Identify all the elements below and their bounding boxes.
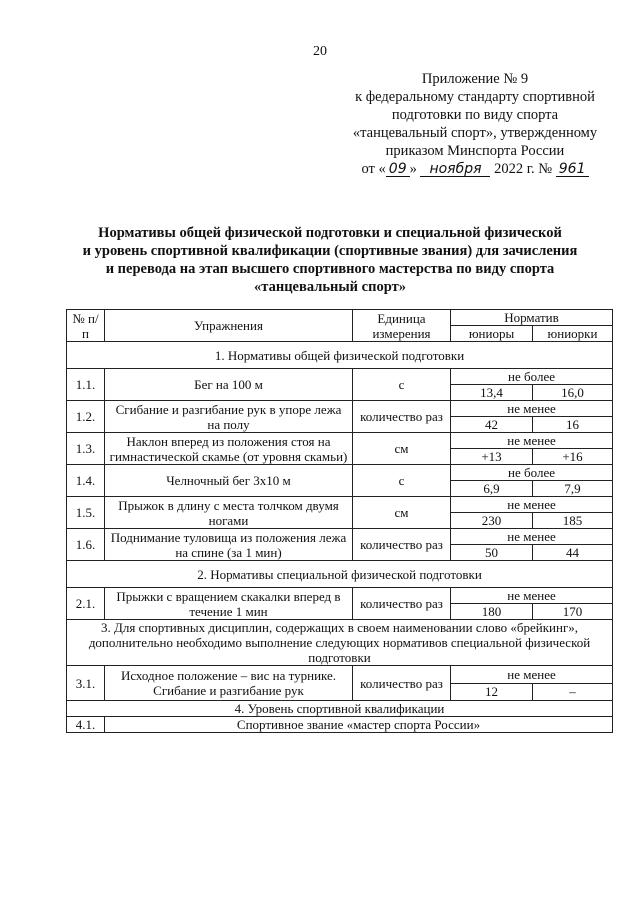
row-exercise: Прыжки с вращением скакалки вперед в течение 1 мин	[105, 588, 353, 620]
page-number: 20	[313, 44, 327, 59]
row-condition: не менее	[451, 401, 613, 417]
header-row-1	[67, 310, 613, 326]
table-row	[67, 369, 613, 385]
annex-block	[340, 70, 610, 178]
header-norm: Норматив	[451, 310, 613, 326]
annex-title: Приложение № 9	[421, 71, 529, 87]
annex-date-line	[340, 160, 610, 178]
header-num: № п/п	[67, 310, 105, 342]
row-value-juniors-male: 230	[451, 513, 533, 529]
date-prefix: от «	[361, 161, 386, 177]
title-line-3: и перевода на этап высшего спортивного мастерства по виду спорта	[105, 261, 555, 277]
row-condition: не более	[451, 369, 613, 385]
row-value-juniors-female: 44	[533, 545, 613, 561]
row-unit: см	[353, 433, 451, 465]
section-row	[67, 620, 613, 666]
row-value-juniors-female: 7,9	[533, 481, 613, 497]
row-exercise: Челночный бег 3х10 м	[105, 465, 353, 497]
table-row	[67, 717, 613, 733]
section-4-heading: 4. Уровень спортивной квалификации	[67, 701, 613, 717]
row-number: 1.6.	[67, 529, 105, 561]
header-juniors-male: юниоры	[451, 326, 533, 342]
section-1-heading: 1. Нормативы общей физической подготовки	[67, 342, 613, 369]
row-exercise: Прыжок в длину с места толчком двумя ногами	[105, 497, 353, 529]
row-number: 2.1.	[67, 588, 105, 620]
row-unit: количество раз	[353, 529, 451, 561]
table-row	[67, 465, 613, 481]
row-exercise: Сгибание и разгибание рук в упоре лежа на полу	[105, 401, 353, 433]
row-value-juniors-female: 170	[533, 604, 613, 620]
row-condition: не менее	[451, 666, 613, 684]
row-exercise: Бег на 100 м	[105, 369, 353, 401]
row-value-juniors-male: 12	[451, 683, 533, 701]
annex-line-4: приказом Минспорта России	[385, 143, 565, 159]
row-exercise: Исходное положение – вис на турнике. Сгибание и разгибание рук	[105, 666, 353, 701]
row-number: 3.1.	[67, 666, 105, 701]
row-condition: не более	[451, 465, 613, 481]
handwritten-number: 961	[556, 162, 589, 177]
section-row	[67, 701, 613, 717]
row-unit: с	[353, 369, 451, 401]
row-value-juniors-female: –	[533, 683, 613, 701]
title-line-1: Нормативы общей физической подготовки и специальной физической	[98, 225, 562, 241]
row-number: 1.2.	[67, 401, 105, 433]
title-line-4: «танцевальный спорт»	[254, 279, 406, 295]
annex-line-3: «танцевальный спорт», утвержденному	[352, 125, 598, 141]
row-exercise: Спортивное звание «мастер спорта России»	[105, 717, 613, 733]
row-condition: не менее	[451, 497, 613, 513]
section-3-heading: 3. Для спортивных дисциплин, содержащих в своем наименовании слово «брейкинг», дополнительно необходимо выполнение следующих нормативов специальной физической подготовки	[67, 620, 613, 666]
table-row	[67, 401, 613, 417]
row-unit: см	[353, 497, 451, 529]
row-unit: количество раз	[353, 401, 451, 433]
row-number: 4.1.	[67, 717, 105, 733]
row-unit: количество раз	[353, 666, 451, 701]
row-exercise: Наклон вперед из положения стоя на гимнастической скамье (от уровня скамьи)	[105, 433, 353, 465]
date-year: 2022 г. №	[494, 161, 553, 177]
section-row	[67, 342, 613, 369]
table-row	[67, 666, 613, 684]
section-row	[67, 561, 613, 588]
row-value-juniors-male: 6,9	[451, 481, 533, 497]
row-unit: с	[353, 465, 451, 497]
row-unit: количество раз	[353, 588, 451, 620]
title-line-2: и уровень спортивной квалификации (спортивные звания) для зачисления	[82, 243, 578, 259]
row-number: 1.5.	[67, 497, 105, 529]
table-row	[67, 588, 613, 604]
table-row	[67, 497, 613, 513]
annex-line-1: к федеральному стандарту спортивной	[355, 89, 595, 105]
row-number: 1.3.	[67, 433, 105, 465]
row-value-juniors-female: +16	[533, 449, 613, 465]
norms-table	[66, 309, 613, 733]
row-value-juniors-male: 42	[451, 417, 533, 433]
annex-line-2: подготовки по виду спорта	[391, 107, 559, 123]
header-juniors-female: юниорки	[533, 326, 613, 342]
row-number: 1.1.	[67, 369, 105, 401]
section-2-heading: 2. Нормативы специальной физической подготовки	[67, 561, 613, 588]
row-condition: не менее	[451, 433, 613, 449]
row-value-juniors-female: 185	[533, 513, 613, 529]
row-number: 1.4.	[67, 465, 105, 497]
handwritten-day: 09	[386, 162, 410, 177]
row-value-juniors-female: 16	[533, 417, 613, 433]
date-mid: »	[409, 161, 417, 177]
row-value-juniors-female: 16,0	[533, 385, 613, 401]
row-condition: не менее	[451, 588, 613, 604]
table-row	[67, 529, 613, 545]
row-exercise: Поднимание туловища из положения лежа на спине (за 1 мин)	[105, 529, 353, 561]
table-row	[67, 433, 613, 449]
row-value-juniors-male: +13	[451, 449, 533, 465]
row-value-juniors-male: 180	[451, 604, 533, 620]
row-condition: не менее	[451, 529, 613, 545]
row-value-juniors-male: 50	[451, 545, 533, 561]
header-exercise: Упражнения	[105, 310, 353, 342]
document-title	[60, 224, 600, 296]
row-value-juniors-male: 13,4	[451, 385, 533, 401]
handwritten-month: ноября	[420, 162, 490, 177]
header-unit: Единица измерения	[353, 310, 451, 342]
